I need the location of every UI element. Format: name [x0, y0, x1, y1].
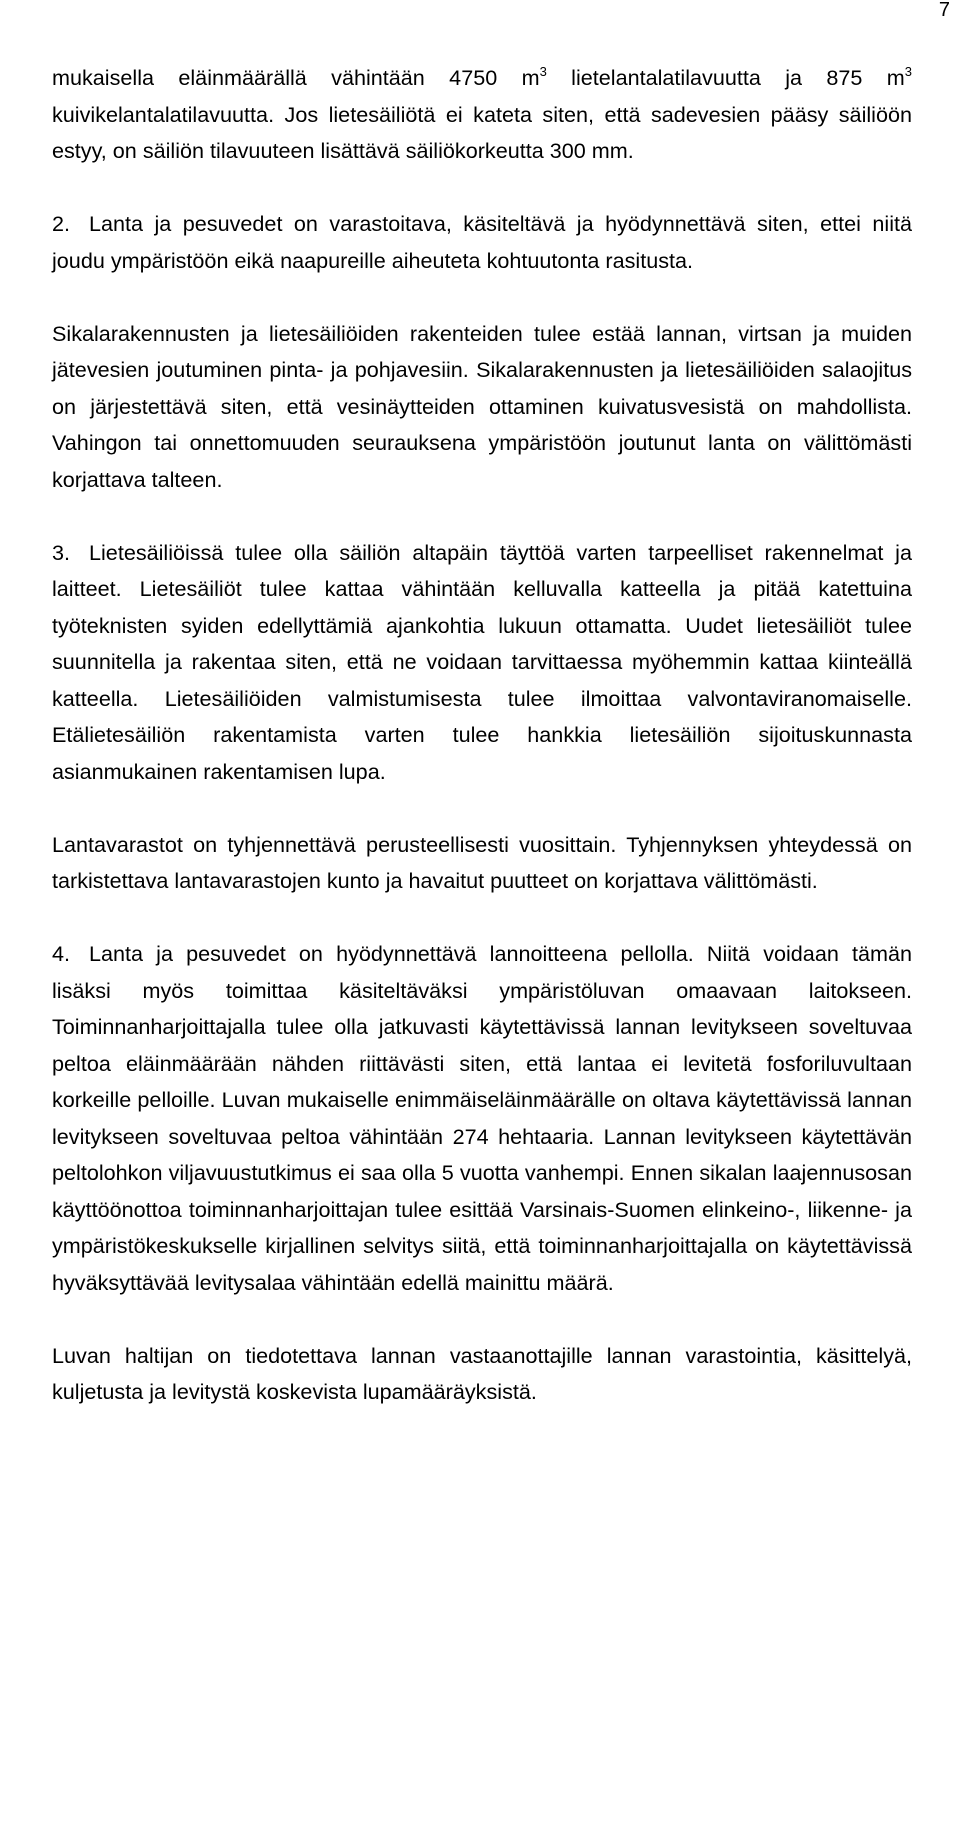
document-body [52, 60, 912, 1411]
numbered-paragraph-2 [52, 206, 912, 279]
page-number: 7 [938, 0, 950, 21]
paragraph-text: Lanta ja pesuvedet on hyödynnettävä lannoitteena pellolla. Niitä voidaan tämän lisäksi myös toimittaa käsiteltäväksi ympäristöluvan omaavaan laitokseen. Toiminnanharjoittajalla tulee olla jatkuvasti käytettävissä lannan levitykseen soveltuvaa peltoa eläinmäärään nähden riittävästi siten, että lantaa ei levitetä fosforiluvultaan korkeille pelloille. Luvan mukaiselle enimmäiseläinmäärälle on oltava käytettävissä lannan levitykseen soveltuvaa peltoa vähintään 274 hehtaaria. Lannan levitykseen käytettävän peltolohkon viljavuustutkimus ei saa olla 5 vuotta vanhempi. Ennen sikalan laajennusosan käyttöönottoa toiminnanharjoittajan tulee esittää Varsinais-Suomen elinkeino-, liikenne- ja ympäristökeskukselle kirjallinen selvitys siitä, että toiminnanharjoittajalla on käytettävissä hyväksyttävää levitysalaa vähintään edellä mainittu määrä. [52, 941, 912, 1295]
paragraph-text: mukaisella eläinmäärällä vähintään 4750 m [52, 65, 540, 90]
superscript: 3 [904, 64, 912, 79]
numbered-paragraph-3 [52, 535, 912, 791]
paragraph: Sikalarakennusten ja lietesäiliöiden rakenteiden tulee estää lannan, virtsan ja muiden jätevesien joutuminen pinta- ja pohjavesiin. Sikalarakennusten ja lietesäiliöiden salaojitus on järjestettävä siten, että vesinäytteiden ottaminen kuivatusvesistä on mahdollista. Vahingon tai onnettomuuden seurauksena ympäristöön joutunut lanta on välittömästi korjattava talteen. [52, 320, 912, 492]
item-number: 2. [52, 211, 71, 236]
paragraph: Lantavarastot on tyhjennettävä perusteellisesti vuosittain. Tyhjennyksen yhteydessä on tarkistettava lantavarastojen kunto ja havaitut puutteet on korjattava välittömästi. [52, 831, 912, 893]
paragraph-text: Lanta ja pesuvedet on varastoitava, käsiteltävä ja hyödynnettävä siten, ettei niitä joudu ympäristöön eikä naapureille aiheuteta kohtuutonta rasitusta. [52, 211, 912, 273]
paragraph-text: lietelantalatilavuutta ja 875 m [546, 65, 905, 90]
paragraph-text: Lietesäiliöissä tulee olla säiliön altapäin täyttöä varten tarpeelliset rakennelmat ja laitteet. Lietesäiliöt tulee kattaa vähintään kelluvalla katteella ja pitää katettuina työteknisten syiden edellyttämiä ajankohtia lukuun ottamatta. Uudet lietesäiliöt tulee suunnitella ja rakentaa siten, että ne voidaan tarvittaessa myöhemmin kattaa kiinteällä katteella. Lietesäiliöiden valmistumisesta tulee ilmoittaa valvontaviranomaiselle. Etälietesäiliön rakentamista varten tulee hankkia lietesäiliön sijoituskunnasta asianmukainen rakentamisen lupa. [52, 539, 912, 784]
item-number: 3. [52, 539, 71, 565]
superscript: 3 [539, 64, 547, 79]
item-number: 4. [52, 941, 71, 966]
paragraph-text: kuivikelantalatilavuutta. Jos lietesäiliötä ei kateta siten, että sadevesien pääsy säiliöön estyy, on säiliön tilavuuteen lisättävä säiliökorkeutta 300 mm. [52, 101, 912, 163]
numbered-paragraph-4 [52, 936, 912, 1301]
paragraph-continuation [52, 60, 912, 170]
paragraph: Luvan haltijan on tiedotettava lannan vastaanottajille lannan varastointia, käsittelyä, kuljetusta ja levitystä koskevista lupamääräyksistä. [52, 1342, 912, 1404]
